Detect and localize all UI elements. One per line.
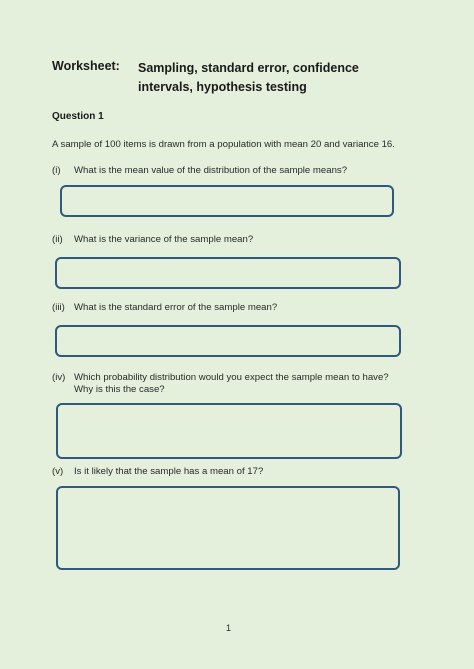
answer-box-i[interactable]	[60, 185, 394, 217]
part-number: (iv)	[52, 372, 66, 383]
worksheet-title: Sampling, standard error, confidence intervals, hypothesis testing	[138, 61, 359, 94]
part-text: What is the variance of the sample mean?	[74, 234, 254, 245]
question-title: Question 1	[52, 111, 104, 122]
part-number: (iii)	[52, 302, 65, 313]
answer-box-iii[interactable]	[55, 325, 401, 357]
part-number: (v)	[52, 466, 64, 477]
worksheet-label: Worksheet:	[52, 59, 120, 73]
question-intro: A sample of 100 items is drawn from a population with mean 20 and variance 16.	[52, 139, 395, 150]
answer-box-iv[interactable]	[56, 403, 402, 459]
part-number: (i)	[52, 165, 61, 176]
page-number: 1	[226, 623, 232, 633]
part-text: What is the standard error of the sample mean?	[74, 302, 278, 313]
part-text: What is the mean value of the distribution of the sample means?	[74, 165, 348, 176]
part-text: Is it likely that the sample has a mean of 17?	[74, 466, 264, 477]
answer-box-ii[interactable]	[55, 257, 401, 289]
part-number: (ii)	[52, 234, 63, 245]
part-text: Which probability distribution would you expect the sample mean to have? Why is this the case?	[74, 372, 389, 395]
answer-box-v[interactable]	[56, 486, 400, 570]
